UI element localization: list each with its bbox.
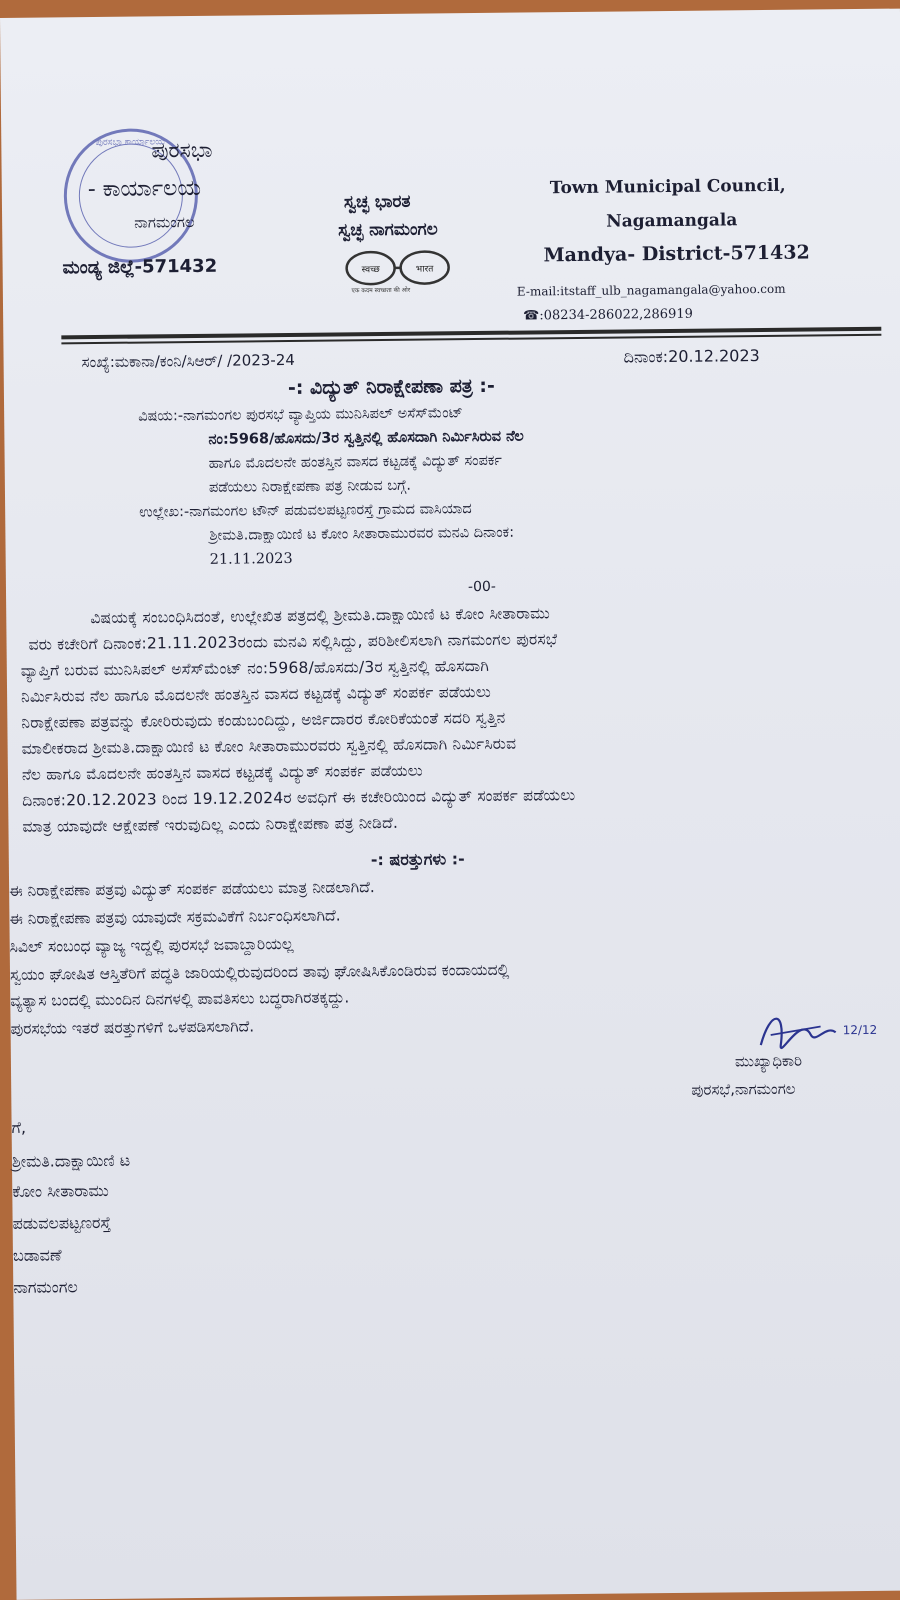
subject-line: ಹಾಗೂ ಮೊದಲನೇ ಹಂತಸ್ತಿನ ವಾಸದ ಕಟ್ಟಡಕ್ಕೆ ವಿದ್ಯುತ್ ಸಂಪರ್ಕ (208, 452, 502, 472)
seal-text: ಪುರಸಭಾ ಕಾರ್ಯಾಲಯ (95, 137, 165, 149)
body-line: ಮಾಲೀಕರಾದ ಶ್ರೀಮತಿ.ದಾಕ್ಷಾಯಿಣಿ ಟ ಕೋಂ ಸೀತಾರಾಮುರವರು ಸ್ವತ್ತಿನಲ್ಲಿ ಹೊಸದಾಗಿ ನಿರ್ಮಿಸಿರುವ (21, 734, 517, 758)
body-line: ಮಾತ್ರ ಯಾವುದೇ ಆಕ್ಷೇಪಣೆ ಇರುವುದಿಲ್ಲ ಎಂದು ನಿರಾಕ್ಷೇಪಣಾ ಪತ್ರ ನೀಡಿದೆ. (22, 813, 399, 836)
addressee-line: ನಾಗಮಂಗಲ (13, 1277, 78, 1297)
office-title-2: - ಕಾರ್ಯಾಲಯ (87, 175, 202, 203)
letter-title: -: ವಿದ್ಯುತ್ ನಿರಾಕ್ಷೇಪಣಾ ಪತ್ರ :- (287, 374, 495, 400)
subject-line: ವಿಷಯ:-ನಾಗಮಂಗಲ ಪುರಸಭೆ ವ್ಯಾಪ್ತಿಯ ಮುನಿಸಿಪಲ್ ಅಸೆಸ್‌ಮೆಂಟ್ (138, 405, 463, 425)
body-line: ವಿಷಯಕ್ಕೆ ಸಂಬಂಧಿಸಿದಂತೆ, ಉಲ್ಲೇಖಿತ ಪತ್ರದಲ್ಲಿ ಶ್ರೀಮತಿ.ದಾಕ್ಷಾಯಿಣಿ ಟ ಕೋಂ ಸೀತಾರಾಮು (90, 604, 551, 628)
swachh-nagamangala-text: ಸ್ವಚ್ಛ ನಾಗಮಂಗಲ (338, 219, 438, 241)
council-email: E-mail:itstaff_ulb_nagamangala@yahoo.com (516, 281, 786, 299)
signatory-designation: ಮುಖ್ಯಾಧಿಕಾರಿ (734, 1051, 803, 1071)
office-district: ಮಂಡ್ಯ ಜಿಲ್ಲೆ-571432 (62, 255, 218, 279)
council-town: Nagamangala (606, 210, 738, 232)
body-line: ವ್ಯಾಪ್ತಿಗೆ ಬರುವ ಮುನಿಸಿಪಲ್ ಅಸೆಸ್‌ಮೆಂಟ್ ನಂ:5968/ಹೊಸದು/3ರ ಸ್ವತ್ತಿನಲ್ಲಿ ಹೊಸದಾಗಿ (20, 656, 490, 680)
reference-line: ಶ್ರೀಮತಿ.ದಾಕ್ಷಾಯಿಣಿ ಟ ಕೋಂ ಸೀತಾರಾಮುರವರ ಮನವಿ ದಿನಾಂಕ: (209, 524, 515, 544)
reference-number: ಸಂಖ್ಯೆ:ಮಕಾನಾ/ಕಂನಿ/ಸಿಆರ್/ /2023-24 (81, 350, 295, 372)
body-line: ವರು ಕಚೇರಿಗೆ ದಿನಾಂಕ:21.11.2023ರಂದು ಮನವಿ ಸಲ್ಲಿಸಿದ್ದು, ಪರಿಶೀಲಿಸಲಾಗಿ ನಾಗಮಂಗಲ ಪುರಸಭೆ (28, 630, 558, 654)
reference-line: 21.11.2023 (209, 550, 293, 568)
letter-date: ದಿನಾಂಕ:20.12.2023 (623, 346, 760, 367)
addressee-line: ಕೋಂ ಸೀತಾರಾಮು (12, 1180, 109, 1201)
condition-item: ಸಿವಿಲ್ ಸಂಬಂಧ ವ್ಯಾಜ್ಯ ಇದ್ದಲ್ಲಿ ಪುರಸಭೆ ಜವಾಬ್ದಾರಿಯಲ್ಲ (9, 934, 294, 956)
council-phone (523, 307, 693, 324)
subject-line: ನಂ:5968/ಹೊಸದು/3ರ ಸ್ವತ್ತಿನಲ್ಲಿ ಹೊಸದಾಗಿ ನಿರ್ಮಿಸಿರುವ ನೆಲ (208, 428, 524, 448)
body-line: ನಿರಾಕ್ಷೇಪಣಾ ಪತ್ರವನ್ನು ಕೋರಿರುವುದು ಕಂಡುಬಂದಿದ್ದು, ಅರ್ಜಿದಾರರ ಕೋರಿಕೆಯಂತೆ ಸದರಿ ಸ್ವತ್ತಿನ (21, 708, 506, 732)
addressee-line: ಪಡುವಲಪಟ್ಟಣರಸ್ತೆ (12, 1212, 112, 1233)
condition-item: ಈ ನಿರಾಕ್ಷೇಪಣಾ ಪತ್ರವು ಯಾವುದೇ ಸಕ್ರಮವಿಕೆಗೆ ನಿರ್ಬಂಧಿಸಲಾಗಿದೆ. (9, 906, 341, 928)
condition-item: ಸ್ವಯಂ ಘೋಷಿತ ಆಸ್ತಿತೆರಿಗೆ ಪದ್ಧತಿ ಜಾರಿಯಲ್ಲಿರುವುದರಿಂದ ತಾವು ಘೋಷಿಸಿಕೊಂಡಿರುವ ಕಂದಾಯದಲ್ಲಿ (9, 960, 510, 984)
swachh-bharat-text: ಸ್ವಚ್ಛ ಭಾರತ (343, 191, 411, 213)
council-name: Town Municipal Council, (549, 175, 786, 199)
subject-line: ಪಡೆಯಲು ನಿರಾಕ್ಷೇಪಣಾ ಪತ್ರ ನೀಡುವ ಬಗ್ಗೆ. (208, 477, 412, 496)
signatory-office: ಪುರಸಭೆ,ನಾಗಮಂಗಲ (691, 1079, 796, 1099)
body-paragraph (20, 601, 880, 836)
separator: -00- (467, 578, 496, 596)
logo-right-text: भारत (415, 264, 434, 275)
logo-left-text: स्वच्छ (361, 265, 380, 276)
addressee-line: ಬಡಾವಣೆ (12, 1245, 62, 1265)
conditions-title: -: ಷರತ್ತುಗಳು :- (370, 849, 465, 870)
swachh-bharat-logo (332, 245, 463, 296)
logo-caption: एक कदम स्वच्छता की ओर (351, 286, 411, 295)
addressee-line: ಗೆ, (11, 1117, 27, 1137)
document-page (0, 9, 900, 1600)
reference-line: ಉಲ್ಲೇಖ:-ನಾಗಮಂಗಲ ಟೌನ್ ಪಡುವಲಪಟ್ಟಣರಸ್ತೆ ಗ್ರಾಮದ ವಾಸಿಯಾದ (139, 501, 472, 521)
body-line: ನೆಲ ಹಾಗೂ ಮೊದಲನೇ ಹಂತಸ್ತಿನ ವಾಸದ ಕಟ್ಟಡಕ್ಕೆ ವಿದ್ಯುತ್ ಸಂಪರ್ಕ ಪಡೆಯಲು (21, 761, 423, 784)
signature-date-mark: 12/12 (842, 1022, 878, 1038)
condition-item: ಪುರಸಭೆಯ ಇತರೆ ಷರತ್ತುಗಳಿಗೆ ಒಳಪಡಿಸಲಾಗಿದೆ. (10, 1017, 255, 1038)
phone-number: :08234-286022,286919 (539, 306, 693, 324)
condition-item: ವ್ಯತ್ಯಾಸ ಬಂದಲ್ಲಿ ಮುಂದಿನ ದಿನಗಳಲ್ಲಿ ಪಾವತಿಸಲು ಬದ್ಧರಾಗಿರತಕ್ಕದ್ದು. (10, 988, 350, 1010)
phone-icon: ☎ (523, 308, 540, 324)
condition-item: ಈ ನಿರಾಕ್ಷೇಪಣಾ ಪತ್ರವು ವಿದ್ಯುತ್ ಸಂಪರ್ಕ ಪಡೆಯಲು ಮಾತ್ರ ನೀಡಲಾಗಿದೆ. (9, 878, 375, 900)
body-line: ನಿರ್ಮಿಸಿರುವ ನೆಲ ಹಾಗೂ ಮೊದಲನೇ ಹಂತಸ್ತಿನ ವಾಸದ ಕಟ್ಟಡಕ್ಕೆ ವಿದ್ಯುತ್ ಸಂಪರ್ಕ ಪಡೆಯಲು (21, 682, 492, 706)
council-district: Mandya- District-571432 (543, 241, 810, 267)
body-line: ದಿನಾಂಕ:20.12.2023 ರಿಂದ 19.12.2024ರ ಅವಧಿಗೆ ಈ ಕಚೇರಿಯಿಂದ ವಿದ್ಯುತ್ ಸಂಪರ್ಕ ಪಡೆಯಲು (22, 786, 576, 810)
addressee-line: ಶ್ರೀಮತಿ.ದಾಕ್ಷಾಯಿಣಿ ಟ (11, 1150, 131, 1171)
office-town: ನಾಗಮಂಗಲ (134, 212, 195, 232)
office-title-1: ಪುರಸಭಾ (151, 137, 213, 163)
